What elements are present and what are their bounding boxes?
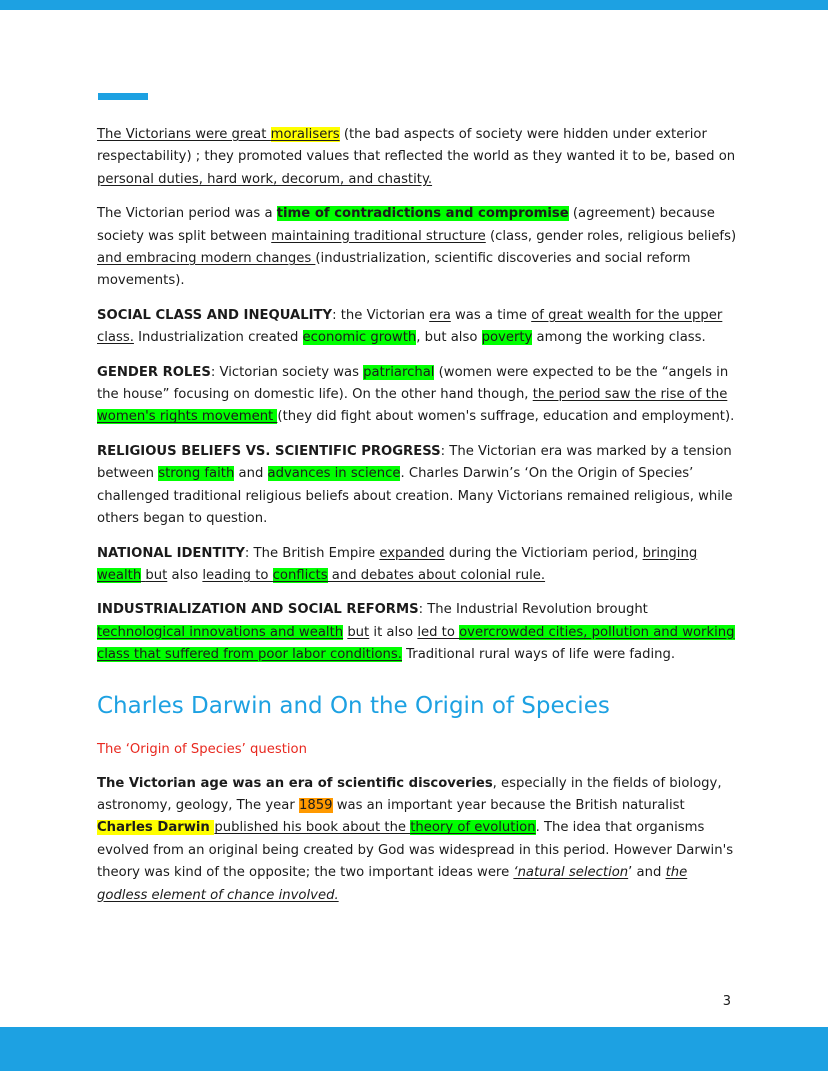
section-label: GENDER ROLES [97,364,211,380]
underlined-text: ‘natural selection [513,865,629,881]
underlined-text: published his book about the theory of evolution [214,820,536,836]
document-body [97,124,737,919]
subsection-heading: The ‘Origin of Species’ question [97,741,307,757]
highlight-yellow: moralisers [270,127,340,142]
underlined-text: but [347,624,370,640]
underlined-text: personal duties, hard work, decorum, and chastity. [97,171,433,187]
highlight-green: time of contradictions and compromise [276,206,569,222]
highlight-green: strong faith [158,466,235,482]
underlined-text: era [429,307,451,323]
paragraph-darwin: The Victorian age was an era of scientific discoveries, especially in the fields of biology, astronomy, geology, The year 1859 was an important year because the British naturalist Charles Darwin published his book about the theory of evolution. The idea that organisms evolved from an original being created by God was widespread in this period. However Darwin's theory was kind of the opposite; the two important ideas were ‘natural selection’ and the godless element of chance involved. [97,775,734,903]
bold-lead: The Victorian age was an era of scientific discoveries [97,775,493,791]
page-number: 3 [722,994,731,1009]
paragraph-industrialization: INDUSTRIALIZATION AND SOCIAL REFORMS: The Industrial Revolution brought technological innovations and wealth but it also led to overcrowded cities, pollution and working class that suffered from poor labor conditions. Traditional rural ways of life were fading. [97,602,735,663]
underlined-text: maintaining traditional structure [271,228,486,244]
section-heading: Charles Darwin and On the Origin of Species [97,692,610,719]
section-accent-line [98,93,148,100]
top-accent-bar [0,0,828,10]
highlight-orange: 1859 [298,797,333,813]
underlined-text: and embracing modern changes [97,251,316,267]
highlight-green: advances in science [267,466,401,482]
underlined-text: of great wealth for the upper class. [97,307,723,346]
underlined-text: The Victorians were great moralisers [97,127,340,142]
underlined-text: leading to conflicts and debates about colonial rule. [202,567,546,583]
underlined-text: the godless element of chance involved. [97,865,688,903]
highlight-green: women's rights movement [97,409,278,425]
section-label: INDUSTRIALIZATION AND SOCIAL REFORMS [97,602,419,618]
paragraph-contradictions: The Victorian period was a time of contradictions and compromise (agreement) because society was split between maintaining traditional structure (class, gender roles, religious beliefs) and embracing modern changes (industrialization, scientific discoveries and social reform movements). [97,206,737,289]
highlight-green: theory of evolution [410,820,536,836]
paragraph-gender-roles: GENDER ROLES: Victorian society was patriarchal (women were expected to be the “angels in the house” focusing on domestic life). On the other hand though, the period saw the rise of the women's rights movement (they did fight about women's suffrage, education and employment). [97,364,735,425]
underlined-text: bringing wealth but [97,545,698,583]
section-label: SOCIAL CLASS AND INEQUALITY [97,307,333,323]
paragraph-victorian-values: The Victorians were great moralisers (the bad aspects of society were hidden under exterior respectability) ; they promoted values that reflected the world as they wanted it to be, based on personal duties, hard work, decorum, and chastity. [97,127,736,187]
bottom-accent-bar [0,1027,828,1071]
underlined-text: the period saw the rise of the women's rights movement [97,387,728,425]
underlined-text: led to [417,624,460,640]
underlined-text: expanded [379,545,445,561]
highlight-green: wealth [97,567,142,583]
highlight-green: overcrowded cities, pollution and working class that suffered from poor labor conditions. [97,624,735,663]
section-label: RELIGIOUS BELIEFS VS. SCIENTIFIC PROGRESS [97,443,441,459]
highlight-green: patriarchal [363,364,435,380]
paragraph-social-class: SOCIAL CLASS AND INEQUALITY: the Victorian era was a time of great wealth for the upper class. Industrialization created economic growth, but also poverty among the working class. [97,307,723,346]
highlight-green: technological innovations and wealth [97,624,344,640]
highlight-green: poverty [481,330,533,346]
highlight-green: conflicts [272,567,328,583]
paragraph-national-identity: NATIONAL IDENTITY: The British Empire expanded during the Victioriam period, bringing wealth but also leading to conflicts and debates about colonial rule. [97,545,698,583]
highlight-green: economic growth [302,330,417,346]
paragraph-religion-science: RELIGIOUS BELIEFS VS. SCIENTIFIC PROGRESS: The Victorian era was marked by a tension between strong faith and advances in science. Charles Darwin’s ‘On the Origin of Species’ challenged traditional religious beliefs about creation. Many Victorians remained religious, while others began to question. [97,443,733,527]
highlight-yellow: Charles Darwin [97,820,215,836]
section-label: NATIONAL IDENTITY [97,545,245,561]
